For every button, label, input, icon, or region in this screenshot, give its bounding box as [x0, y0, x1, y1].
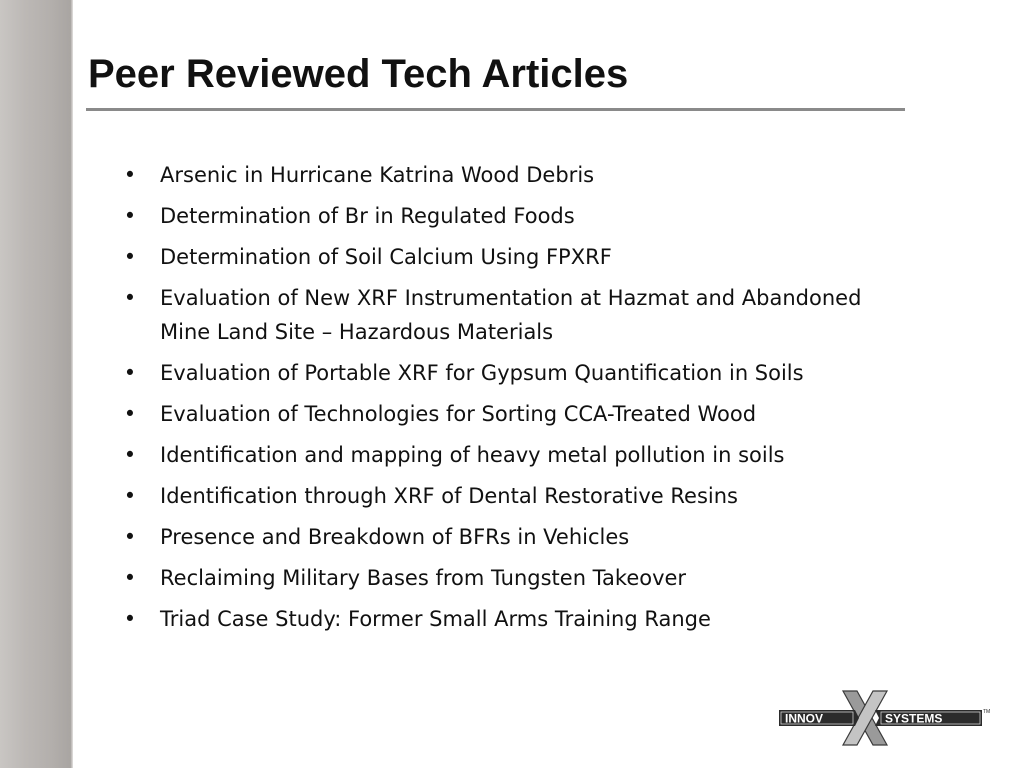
- list-item-text: Evaluation of Portable XRF for Gypsum Quantification in Soils: [160, 361, 804, 385]
- title-underline: [86, 108, 905, 111]
- list-item-text: Evaluation of New XRF Instrumentation at Hazmat and Abandoned Mine Land Site – Hazardous Materials: [160, 286, 862, 344]
- side-bar: [0, 0, 73, 768]
- list-item-text: Identification through XRF of Dental Restorative Resins: [160, 484, 738, 508]
- bullet-icon: •: [123, 286, 137, 310]
- bullet-icon: •: [123, 566, 137, 590]
- bullet-icon: •: [123, 361, 137, 385]
- list-item: [120, 561, 910, 595]
- list-item: [120, 199, 910, 233]
- list-item: [120, 397, 910, 431]
- bullet-icon: •: [123, 525, 137, 549]
- list-item-text: Arsenic in Hurricane Katrina Wood Debris: [160, 163, 595, 187]
- article-list: [120, 158, 910, 643]
- bullet-icon: •: [123, 402, 137, 426]
- list-item: [120, 520, 910, 554]
- bullet-icon: •: [123, 245, 137, 269]
- innov-x-systems-logo: [777, 690, 995, 746]
- bullet-icon: •: [123, 163, 137, 187]
- bullet-icon: •: [123, 607, 137, 631]
- list-item-text: Reclaiming Military Bases from Tungsten Takeover: [160, 566, 687, 590]
- list-item: [120, 281, 910, 349]
- list-item: [120, 356, 910, 390]
- list-item: [120, 479, 910, 513]
- bullet-icon: •: [123, 484, 137, 508]
- list-item-text: Evaluation of Technologies for Sorting CCA-Treated Wood: [160, 402, 757, 426]
- logo-right-text: SYSTEMS: [885, 711, 943, 726]
- bullet-icon: •: [123, 204, 137, 228]
- list-item: [120, 438, 910, 472]
- list-item-text: Triad Case Study: Former Small Arms Training Range: [160, 607, 711, 631]
- bullet-icon: •: [123, 443, 137, 467]
- list-item-text: Identification and mapping of heavy metal pollution in soils: [160, 443, 785, 467]
- list-item-text: Determination of Br in Regulated Foods: [160, 204, 575, 228]
- list-item-text: Determination of Soil Calcium Using FPXRF: [160, 245, 612, 269]
- list-item: [120, 602, 910, 636]
- logo-trademark: TM: [983, 709, 991, 715]
- slide-title: Peer Reviewed Tech Articles: [88, 52, 629, 96]
- list-item-text: Presence and Breakdown of BFRs in Vehicles: [160, 525, 630, 549]
- list-item: [120, 240, 910, 274]
- logo-left-text: INNOV: [785, 711, 824, 726]
- list-item: [120, 158, 910, 192]
